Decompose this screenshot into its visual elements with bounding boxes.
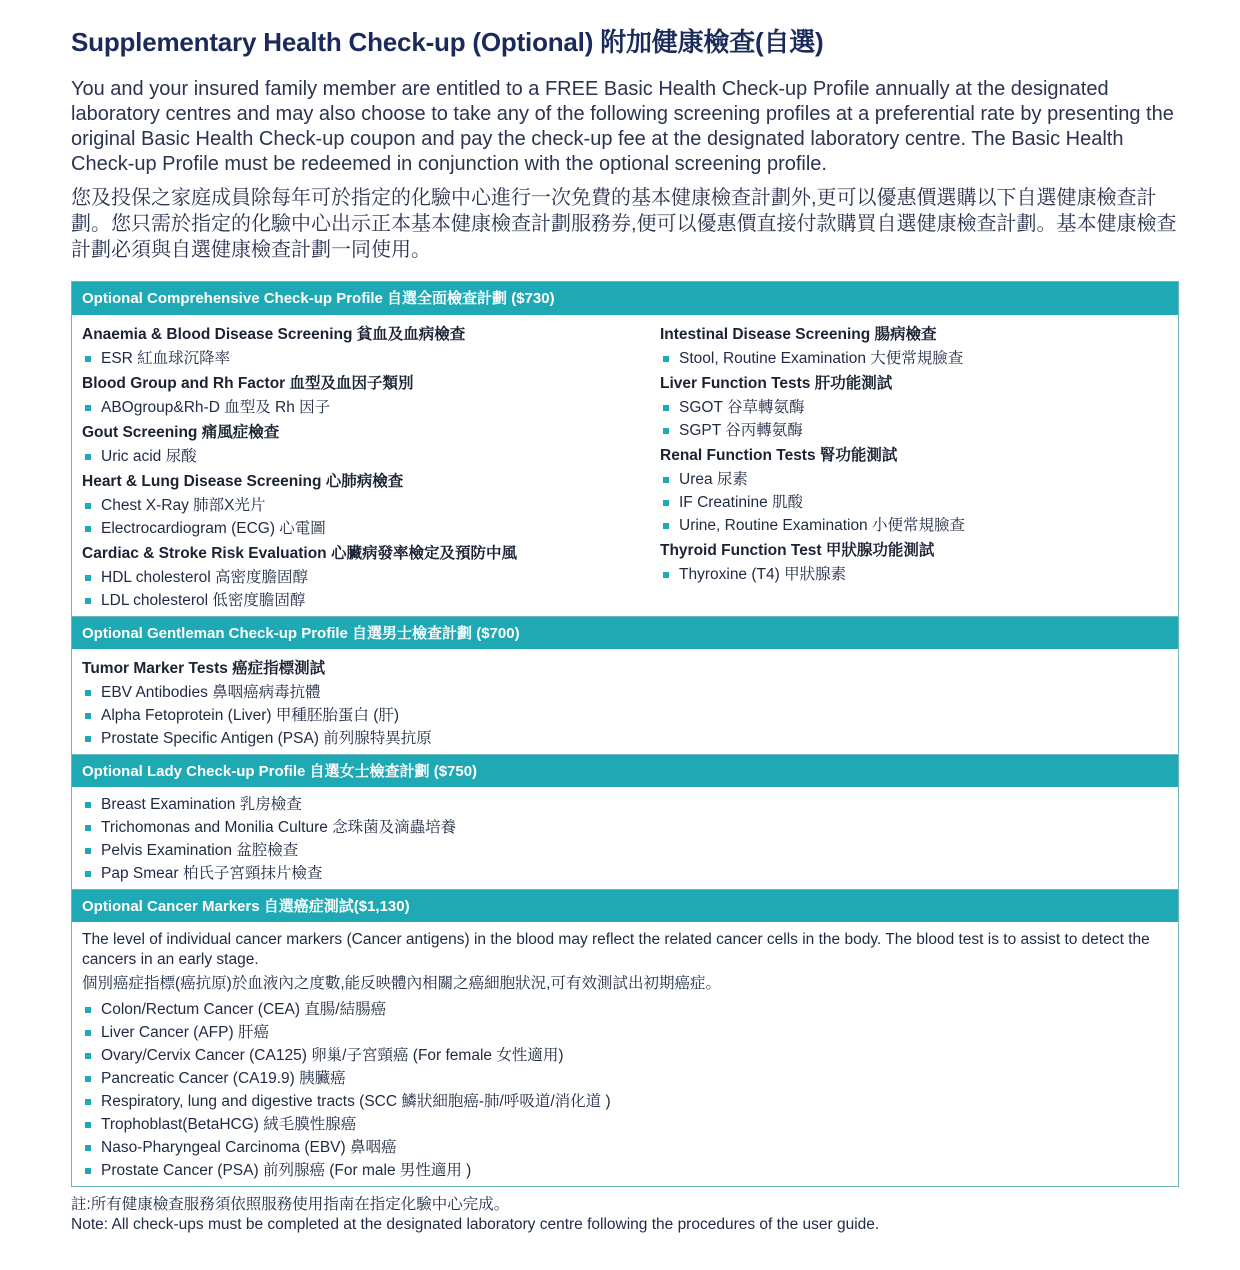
- test-group-title: Renal Function Tests 腎功能測試: [660, 447, 898, 464]
- list-item: [82, 816, 1168, 839]
- list-item: [82, 681, 1168, 704]
- square-bullet-icon: [85, 736, 91, 742]
- comprehensive-left-column: [82, 321, 660, 612]
- list-item-label: Breast Examination 乳房檢查: [101, 796, 302, 813]
- square-bullet-icon: [85, 1099, 91, 1105]
- footnote: [71, 1195, 1179, 1235]
- list-item: [660, 419, 1168, 442]
- square-bullet-icon: [663, 477, 669, 483]
- gentleman-profile-body: [72, 649, 1178, 754]
- list-item-label: Naso-Pharyngeal Carcinoma (EBV) 鼻咽癌: [101, 1139, 397, 1156]
- square-bullet-icon: [85, 526, 91, 532]
- list-item-label: Ovary/Cervix Cancer (CA125) 卵巢/子宮頸癌 (For female 女性適用): [101, 1047, 564, 1064]
- list-item-label: Chest X-Ray 肺部X光片: [101, 497, 266, 514]
- profiles-table: [71, 281, 1179, 1187]
- test-group-title: Liver Function Tests 肝功能測試: [660, 375, 893, 392]
- test-group-title: Gout Screening 痛風症檢查: [82, 424, 280, 441]
- square-bullet-icon: [663, 356, 669, 362]
- list-item-label: Liver Cancer (AFP) 肝癌: [101, 1024, 269, 1041]
- list-item-label: Respiratory, lung and digestive tracts (SCC 鱗狀細胞癌-肺/呼吸道/消化道 ): [101, 1093, 611, 1110]
- list-item-label: Prostate Cancer (PSA) 前列腺癌 (For male 男性適用 ): [101, 1162, 472, 1179]
- square-bullet-icon: [85, 503, 91, 509]
- list-item: [660, 396, 1168, 419]
- list-item-label: SGOT 谷草轉氨酶: [679, 399, 805, 416]
- gentleman-profile-header: Optional Gentleman Check-up Profile 自選男士檢查計劃 ($700): [72, 616, 1178, 649]
- lady-profile-header: Optional Lady Check-up Profile 自選女士檢查計劃 ($750): [72, 754, 1178, 787]
- list-item-label: SGPT 谷丙轉氨酶: [679, 422, 803, 439]
- list-item-label: ABOgroup&Rh-D 血型及 Rh 因子: [101, 399, 331, 416]
- square-bullet-icon: [85, 598, 91, 604]
- list-item: [82, 704, 1168, 727]
- square-bullet-icon: [663, 523, 669, 529]
- list-item-label: Uric acid 尿酸: [101, 448, 197, 465]
- cancer-markers-header: Optional Cancer Markers 自選癌症測試($1,130): [72, 889, 1178, 922]
- list-item: [82, 494, 660, 517]
- list-item: [82, 589, 660, 612]
- list-item: [82, 1159, 1168, 1182]
- footnote-chinese: 註:所有健康檢查服務須依照服務使用指南在指定化驗中心完成。: [71, 1196, 510, 1213]
- test-group-title: Thyroid Function Test 甲狀腺功能測試: [660, 542, 935, 559]
- square-bullet-icon: [85, 871, 91, 877]
- comprehensive-right-column: [660, 321, 1168, 612]
- square-bullet-icon: [85, 1053, 91, 1059]
- list-item-label: IF Creatinine 肌酸: [679, 494, 804, 511]
- list-item: [82, 396, 660, 419]
- list-item-label: Urine, Routine Examination 小便常規臉查: [679, 517, 965, 534]
- comprehensive-profile-header: Optional Comprehensive Check-up Profile 自選全面檢查計劃 ($730): [72, 282, 1178, 315]
- page-title: Supplementary Health Check-up (Optional) 附加健康檢查(自選): [71, 27, 824, 57]
- list-item-label: Pelvis Examination 盆腔檢查: [101, 842, 299, 859]
- list-item-label: Alpha Fetoprotein (Liver) 甲種胚胎蛋白 (肝): [101, 707, 400, 724]
- footnote-english: Note: All check-ups must be completed at the designated laboratory centre following the procedures of the user guide.: [71, 1216, 880, 1233]
- comprehensive-profile-body: [72, 315, 1178, 616]
- square-bullet-icon: [663, 500, 669, 506]
- list-item: [660, 514, 1168, 537]
- list-item: [82, 517, 660, 540]
- list-item-label: Pap Smear 柏氏子宮頸抹片檢查: [101, 865, 323, 882]
- cancer-description-chinese: 個別癌症指標(癌抗原)於血液內之度數,能反映體內相關之癌細胞狀況,可有效測試出初期癌症。: [82, 975, 721, 992]
- square-bullet-icon: [85, 713, 91, 719]
- list-item: [82, 347, 660, 370]
- intro-chinese: 您及投保之家庭成員除每年可於指定的化驗中心進行一次免費的基本健康檢查計劃外,更可以優惠價選購以下自選健康檢查計劃。您只需於指定的化驗中心出示正本基本健康檢查計劃服務券,便可以優惠價直接付款購買自選健康檢查計劃。基本健康檢查計劃必須與自選健康檢查計劃一同使用。: [71, 187, 1177, 261]
- list-item: [82, 1136, 1168, 1159]
- list-item-label: Colon/Rectum Cancer (CEA) 直腸/結腸癌: [101, 1001, 387, 1018]
- square-bullet-icon: [85, 848, 91, 854]
- list-item: [82, 862, 1168, 885]
- list-item: [82, 998, 1168, 1021]
- list-item-label: Trichomonas and Monilia Culture 念珠菌及滴蟲培養: [101, 819, 457, 836]
- cancer-description-english: The level of individual cancer markers (Cancer antigens) in the blood may reflect the related cancer cells in the body. The blood test is to assist to detect the cancers in an early stage.: [82, 931, 1150, 968]
- list-item: [82, 793, 1168, 816]
- test-group-title: Heart & Lung Disease Screening 心肺病檢查: [82, 473, 404, 490]
- tumor-marker-title: Tumor Marker Tests 癌症指標測試: [82, 660, 326, 677]
- lady-profile-body: [72, 787, 1178, 889]
- list-item: [82, 1067, 1168, 1090]
- cancer-markers-body: [72, 922, 1178, 1186]
- list-item: [660, 563, 1168, 586]
- list-item: [660, 491, 1168, 514]
- square-bullet-icon: [85, 356, 91, 362]
- list-item-label: Thyroxine (T4) 甲狀腺素: [679, 566, 847, 583]
- list-item: [660, 347, 1168, 370]
- list-item: [82, 1090, 1168, 1113]
- test-group-title: Anaemia & Blood Disease Screening 貧血及血病檢查: [82, 326, 466, 343]
- square-bullet-icon: [85, 1145, 91, 1151]
- square-bullet-icon: [85, 690, 91, 696]
- list-item-label: Pancreatic Cancer (CA19.9) 胰臟癌: [101, 1070, 346, 1087]
- cancer-item-list: [82, 998, 1168, 1182]
- square-bullet-icon: [85, 802, 91, 808]
- list-item-label: HDL cholesterol 高密度膽固醇: [101, 569, 309, 586]
- list-item-label: LDL cholesterol 低密度膽固醇: [101, 592, 306, 609]
- page: [71, 22, 1179, 1235]
- list-item: [82, 566, 660, 589]
- list-item: [82, 445, 660, 468]
- list-item-label: Trophoblast(BetaHCG) 絨毛膜性腺癌: [101, 1116, 357, 1133]
- square-bullet-icon: [85, 454, 91, 460]
- list-item: [660, 468, 1168, 491]
- square-bullet-icon: [85, 1076, 91, 1082]
- gentleman-item-list: [82, 681, 1168, 750]
- list-item: [82, 1021, 1168, 1044]
- list-item: [82, 1113, 1168, 1136]
- square-bullet-icon: [85, 575, 91, 581]
- list-item-label: Stool, Routine Examination 大便常規臉查: [679, 350, 964, 367]
- list-item-label: Urea 尿素: [679, 471, 748, 488]
- square-bullet-icon: [85, 1122, 91, 1128]
- square-bullet-icon: [85, 1007, 91, 1013]
- list-item-label: ESR 紅血球沉降率: [101, 350, 231, 367]
- test-group-title: Cardiac & Stroke Risk Evaluation 心臟病發率檢定及預防中風: [82, 545, 517, 562]
- square-bullet-icon: [85, 825, 91, 831]
- list-item: [82, 1044, 1168, 1067]
- list-item: [82, 839, 1168, 862]
- list-item-label: Electrocardiogram (ECG) 心電圖: [101, 520, 326, 537]
- lady-item-list: [82, 793, 1168, 885]
- square-bullet-icon: [663, 572, 669, 578]
- square-bullet-icon: [85, 1168, 91, 1174]
- intro-english: You and your insured family member are entitled to a FREE Basic Health Check-up Profile annually at the designated laboratory centres and may also choose to take any of the following screening profiles at a preferential rate by presenting the original Basic Health Check-up coupon and pay the check-up fee at the designated laboratory centre. The Basic Health Check-up Profile must be redeemed in conjunction with the optional screening profile.: [71, 78, 1174, 175]
- square-bullet-icon: [663, 405, 669, 411]
- test-group-title: Blood Group and Rh Factor 血型及血因子類別: [82, 375, 414, 392]
- square-bullet-icon: [663, 428, 669, 434]
- list-item-label: EBV Antibodies 鼻咽癌病毒抗體: [101, 684, 321, 701]
- list-item: [82, 727, 1168, 750]
- test-group-title: Intestinal Disease Screening 腸病檢查: [660, 326, 937, 343]
- list-item-label: Prostate Specific Antigen (PSA) 前列腺特異抗原: [101, 730, 432, 747]
- square-bullet-icon: [85, 1030, 91, 1036]
- square-bullet-icon: [85, 405, 91, 411]
